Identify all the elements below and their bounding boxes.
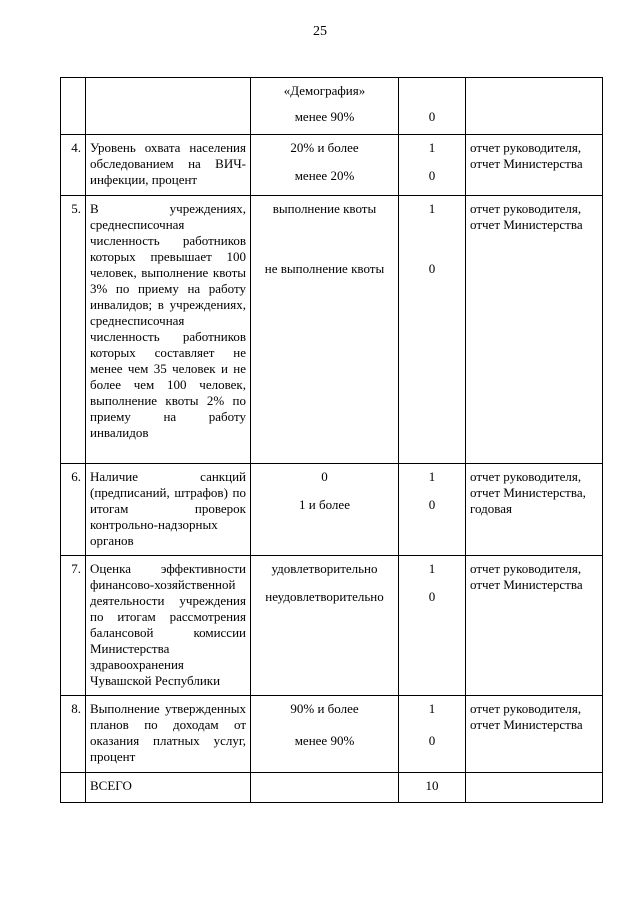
criteria-cell xyxy=(251,773,399,803)
indicator-cell: Уровень охвата населения обследованием на ВИЧ-инфекции, процент xyxy=(86,135,251,196)
criteria-cell xyxy=(251,196,399,464)
criterion-value: «Демография» xyxy=(283,83,366,98)
points-value: 0 xyxy=(428,261,436,276)
points-cell xyxy=(399,78,466,135)
points-cell xyxy=(399,135,466,196)
total-label: ВСЕГО xyxy=(86,773,251,803)
page-number: 25 xyxy=(313,24,327,39)
total-row xyxy=(61,773,603,803)
criteria-cell xyxy=(251,78,399,135)
criterion-value: неудовлетворительно xyxy=(265,589,384,604)
criterion-value: менее 90% xyxy=(294,733,355,748)
criterion-value: удовлетворительно xyxy=(271,561,378,576)
points-value: 0 xyxy=(428,589,436,604)
criteria-table xyxy=(60,77,603,803)
points-value: 0 xyxy=(428,168,436,183)
row-number: 7. xyxy=(61,556,86,696)
source-cell xyxy=(466,773,603,803)
row-number xyxy=(61,773,86,803)
criterion-value: 90% и более xyxy=(290,701,359,716)
criterion-value: 20% и более xyxy=(290,140,359,155)
criteria-cell xyxy=(251,696,399,773)
points-value: 0 xyxy=(428,497,436,512)
points-cell xyxy=(399,696,466,773)
points-value: 1 xyxy=(428,701,436,716)
indicator-cell: Наличие санкций (предписаний, штрафов) по итогам проверок контрольно-надзорных органов xyxy=(86,464,251,556)
indicator-cell: Выполнение утвержденных планов по доходам от оказания платных услуг, процент xyxy=(86,696,251,773)
row-number: 8. xyxy=(61,696,86,773)
points-value xyxy=(403,83,461,99)
criteria-cell xyxy=(251,135,399,196)
criterion-value: не выполнение квоты xyxy=(264,261,385,276)
table-row xyxy=(61,196,603,464)
criterion-value: менее 90% xyxy=(294,109,355,124)
criterion-value: выполнение квоты xyxy=(272,201,377,216)
points-value: 1 xyxy=(428,140,436,155)
points-value: 1 xyxy=(428,561,436,576)
indicator-cell: Оценка эффективности финансово-хозяйственной деятельности учреждения по итогам рассмотрения балансовой комиссии Министерства здравоохранения Чувашской Республики xyxy=(86,556,251,696)
source-cell: отчет руководителя, отчет Министерства xyxy=(466,135,603,196)
points-value: 1 xyxy=(428,469,436,484)
table-row xyxy=(61,696,603,773)
points-value: 0 xyxy=(428,109,436,124)
total-points: 10 xyxy=(399,773,466,803)
points-cell xyxy=(399,196,466,464)
row-number: 5. xyxy=(61,196,86,464)
source-cell: отчет руководителя, отчет Министерства xyxy=(466,196,603,464)
criteria-cell xyxy=(251,556,399,696)
row-number: 6. xyxy=(61,464,86,556)
row-number xyxy=(61,78,86,135)
indicator-cell xyxy=(86,78,251,135)
criterion-value: 0 xyxy=(321,469,328,484)
table-row xyxy=(61,78,603,135)
table-row xyxy=(61,464,603,556)
source-cell xyxy=(466,78,603,135)
source-cell: отчет руководителя, отчет Министерства xyxy=(466,556,603,696)
table-row xyxy=(61,556,603,696)
criterion-value: менее 20% xyxy=(294,168,355,183)
row-number: 4. xyxy=(61,135,86,196)
source-cell: отчет руководителя, отчет Министерства, годовая xyxy=(466,464,603,556)
points-cell xyxy=(399,464,466,556)
points-value: 1 xyxy=(428,201,436,216)
points-value: 0 xyxy=(428,733,436,748)
points-cell xyxy=(399,556,466,696)
criteria-cell xyxy=(251,464,399,556)
table-row xyxy=(61,135,603,196)
indicator-cell: В учреждениях, среднесписочная численность работников которых превышает 100 человек, выполнение квоты 3% по приему на работу инвалидов; в учреждениях, среднесписочная численность работников которых составляет не менее чем 35 человек и не более чем 100 человек, выполнение квоты 2% по приему на работу инвалидов xyxy=(86,196,251,464)
criterion-value: 1 и более xyxy=(299,497,350,512)
source-cell: отчет руководителя, отчет Министерства xyxy=(466,696,603,773)
